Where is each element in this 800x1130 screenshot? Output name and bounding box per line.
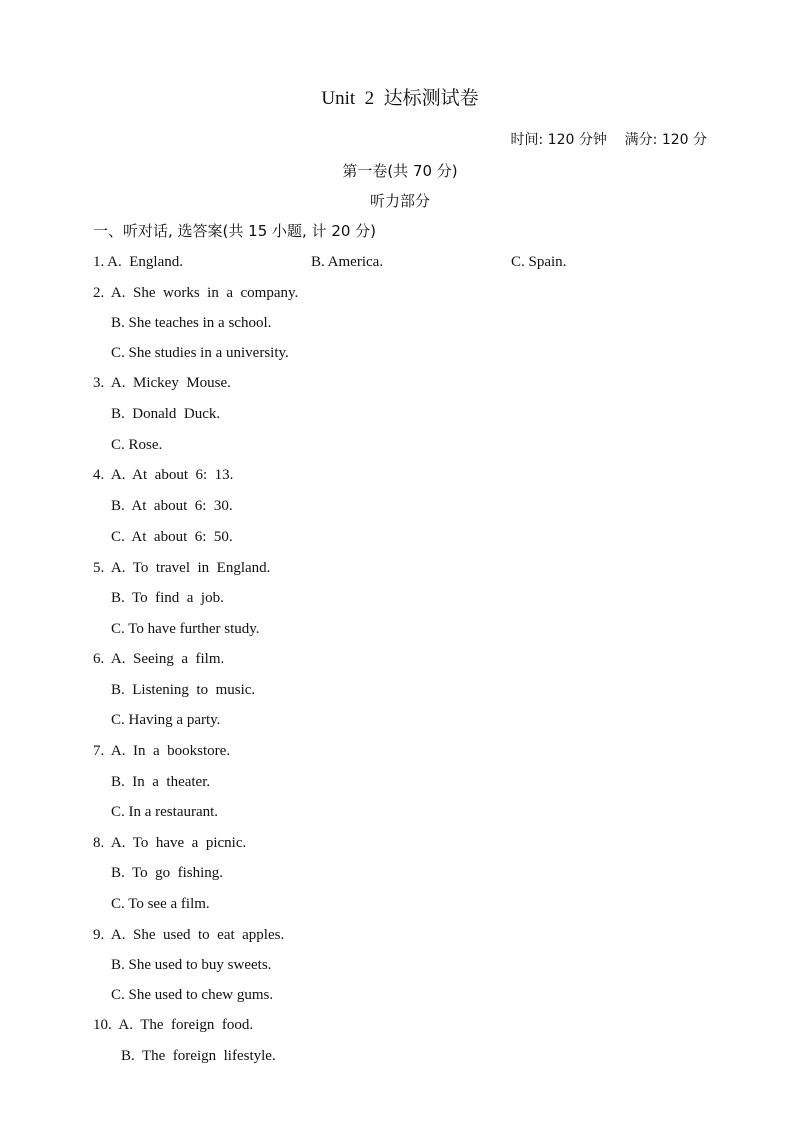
q7-option-a: 7. A. In a bookstore.	[93, 743, 231, 759]
q2-option-b: B. She teaches in a school.	[111, 315, 272, 331]
q5-option-b: B. To find a job.	[111, 590, 224, 606]
section-heading: 一、听对话, 选答案(共 15 小题, 计 20 分)	[93, 222, 377, 240]
exam-meta: 时间: 120 分钟 满分: 120 分	[510, 132, 707, 148]
q2-option-c: C. She studies in a university.	[111, 345, 289, 361]
q8-option-a: 8. A. To have a picnic.	[93, 835, 247, 851]
q1-option-b: B. America.	[311, 254, 384, 270]
q4-option-b: B. At about 6: 30.	[111, 498, 233, 514]
q3-option-c: C. Rose.	[111, 437, 163, 453]
q7-option-b: B. In a theater.	[111, 774, 211, 790]
q6-option-a: 6. A. Seeing a film.	[93, 651, 225, 667]
q7-option-c: C. In a restaurant.	[111, 804, 219, 820]
q6-option-c: C. Having a party.	[111, 712, 221, 728]
q10-option-b: B. The foreign lifestyle.	[121, 1048, 276, 1064]
q9-option-b: B. She used to buy sweets.	[111, 957, 272, 973]
q1-option-c: C. Spain.	[511, 254, 567, 270]
q8-option-c: C. To see a film.	[111, 896, 210, 912]
q6-option-b: B. Listening to music.	[111, 682, 256, 698]
q4-option-c: C. At about 6: 50.	[111, 529, 233, 545]
q3-option-a: 3. A. Mickey Mouse.	[93, 375, 231, 391]
q1-option-a: 1. A. England.	[93, 254, 183, 270]
q10-option-a: 10. A. The foreign food.	[93, 1017, 254, 1033]
part-heading: 听力部分	[369, 192, 430, 210]
q9-option-c: C. She used to chew gums.	[111, 987, 274, 1003]
q2-option-a: 2. A. She works in a company.	[93, 285, 299, 301]
volume-heading: 第一卷(共 70 分)	[342, 162, 458, 180]
q3-option-b: B. Donald Duck.	[111, 406, 221, 422]
q8-option-b: B. To go fishing.	[111, 865, 224, 881]
q4-option-a: 4. A. At about 6: 13.	[93, 467, 234, 483]
q5-option-a: 5. A. To travel in England.	[93, 560, 271, 576]
page-title: Unit 2 达标测试卷	[321, 88, 479, 109]
q9-option-a: 9. A. She used to eat apples.	[93, 927, 285, 943]
q5-option-c: C. To have further study.	[111, 621, 260, 637]
